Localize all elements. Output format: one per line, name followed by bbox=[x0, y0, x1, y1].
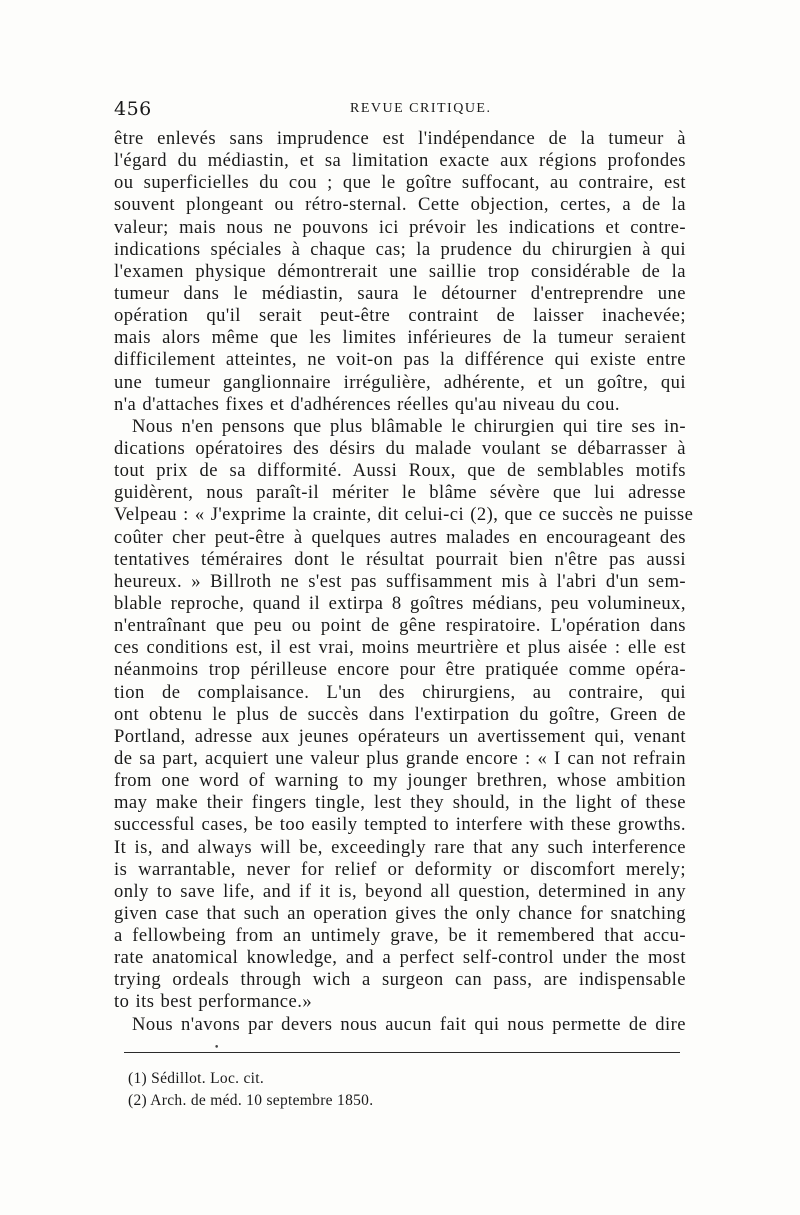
text-line: from one word of warning to my jounger brethren, whose ambition bbox=[114, 770, 686, 792]
footnote-1: (1) Sédillot. Loc. cit. bbox=[128, 1070, 265, 1087]
text-line: ces conditions est, il est vrai, moins meurtrière et plus aisée : elle est bbox=[114, 637, 686, 659]
footnote-separator bbox=[124, 1052, 680, 1053]
footnote-2: (2) Arch. de méd. 10 septembre 1850. bbox=[128, 1092, 374, 1109]
text-line: de sa part, acquiert une valeur plus grande encore : « I can not refrain bbox=[114, 747, 686, 769]
text-line: être enlevés sans imprudence est l'indépendance de la tumeur à bbox=[114, 128, 686, 149]
text-line: trying ordeals through wich a surgeon can pass, are indispensable bbox=[114, 969, 686, 991]
page-number: 456 bbox=[114, 98, 152, 120]
text-line: a fellowbeing from an untimely grave, be it remembered that accu- bbox=[114, 925, 686, 947]
text-line: l'examen physique démontrerait une saillie trop considérable de la bbox=[114, 260, 686, 282]
text-line: only to save life, and if it is, beyond all question, determined in any bbox=[114, 880, 686, 902]
text-line: indications spéciales à chaque cas; la prudence du chirurgien à qui bbox=[114, 238, 686, 260]
text-line: is warrantable, never for relief or deformity or discomfort merely; bbox=[114, 858, 686, 880]
page-header bbox=[114, 98, 686, 122]
text-line: tumeur dans le médiastin, saura le détourner d'entreprendre une bbox=[114, 282, 686, 304]
text-line: blable reproche, quand il extirpa 8 goîtres médians, peu volumineux, bbox=[114, 592, 686, 614]
text-line: mais alors même que les limites inférieures de la tumeur seraient bbox=[114, 327, 686, 349]
running-head: REVUE CRITIQUE. bbox=[350, 101, 492, 116]
footnotes bbox=[128, 1068, 648, 1112]
text-line: guidèrent, nous paraît-il mériter le blâme sévère que lui adresse bbox=[114, 482, 686, 504]
text-line: difficilement atteintes, ne voit-on pas la différence qui existe entre bbox=[114, 349, 686, 371]
text-line: successful cases, be too easily tempted to interfere with these growths. bbox=[114, 814, 686, 836]
text-line: rate anatomical knowledge, and a perfect self-control under the most bbox=[114, 947, 686, 969]
text-line: to its best performance.» bbox=[114, 991, 313, 1013]
text-line: opération qu'il serait peut-être contraint de laisser inachevée; bbox=[114, 305, 686, 327]
text-line: Velpeau : « J'exprime la crainte, dit celui-ci (2), que ce succès ne puisse bbox=[114, 504, 694, 526]
text-line: Portland, adresse aux jeunes opérateurs un avertissement qui, venant bbox=[114, 725, 686, 747]
text-line: n'entraînant que peu ou point de gêne respiratoire. L'opération dans bbox=[114, 615, 686, 637]
text-line: l'égard du médiastin, et sa limitation exacte aux régions profondes bbox=[114, 150, 686, 172]
text-line: given case that such an operation gives the only chance for snatching bbox=[114, 902, 686, 924]
text-line: Nous n'en pensons que plus blâmable le chirurgien qui tire ses in- bbox=[132, 415, 686, 437]
text-line: souvent plongeant ou rétro-sternal. Cette objection, certes, a de la bbox=[114, 194, 686, 216]
text-line: tentatives téméraires dont le résultat pourrait bien n'être pas aussi bbox=[114, 548, 686, 570]
text-line: dications opératoires des désirs du malade voulant se débarrasser à bbox=[114, 437, 686, 459]
text-line: ont obtenu le plus de succès dans l'extirpation du goître, Green de bbox=[114, 703, 686, 725]
text-line: heureux. » Billroth ne s'est pas suffisamment mis à l'abri d'un sem- bbox=[114, 570, 686, 592]
text-line: une tumeur ganglionnaire irrégulière, adhérente, et un goître, qui bbox=[114, 371, 686, 393]
text-line: valeur; mais nous ne pouvons ici prévoir les indications et contre- bbox=[114, 216, 686, 238]
text-line: néanmoins trop périlleuse encore pour être pratiquée comme opéra- bbox=[114, 659, 686, 681]
text-line: ou superficielles du cou ; que le goître suffocant, au contraire, est bbox=[114, 172, 686, 194]
text-line: n'a d'attaches fixes et d'adhérences réelles qu'au niveau du cou. bbox=[114, 393, 620, 415]
text-line: tout prix de sa difformité. Aussi Roux, que de semblables motifs bbox=[114, 460, 686, 482]
text-line: coûter cher peut-être à quelques autres malades en encourageant des bbox=[114, 526, 686, 548]
rule-mark: • bbox=[214, 1043, 220, 1053]
text-line: Nous n'avons par devers nous aucun fait qui nous permette de dire bbox=[132, 1013, 686, 1035]
text-line: It is, and always will be, exceedingly rare that any such interference bbox=[114, 836, 686, 858]
text-line: may make their fingers tingle, lest they should, in the light of these bbox=[114, 792, 686, 814]
text-line: tion de complaisance. L'un des chirurgiens, au contraire, qui bbox=[114, 681, 686, 703]
body-text bbox=[114, 128, 694, 1036]
